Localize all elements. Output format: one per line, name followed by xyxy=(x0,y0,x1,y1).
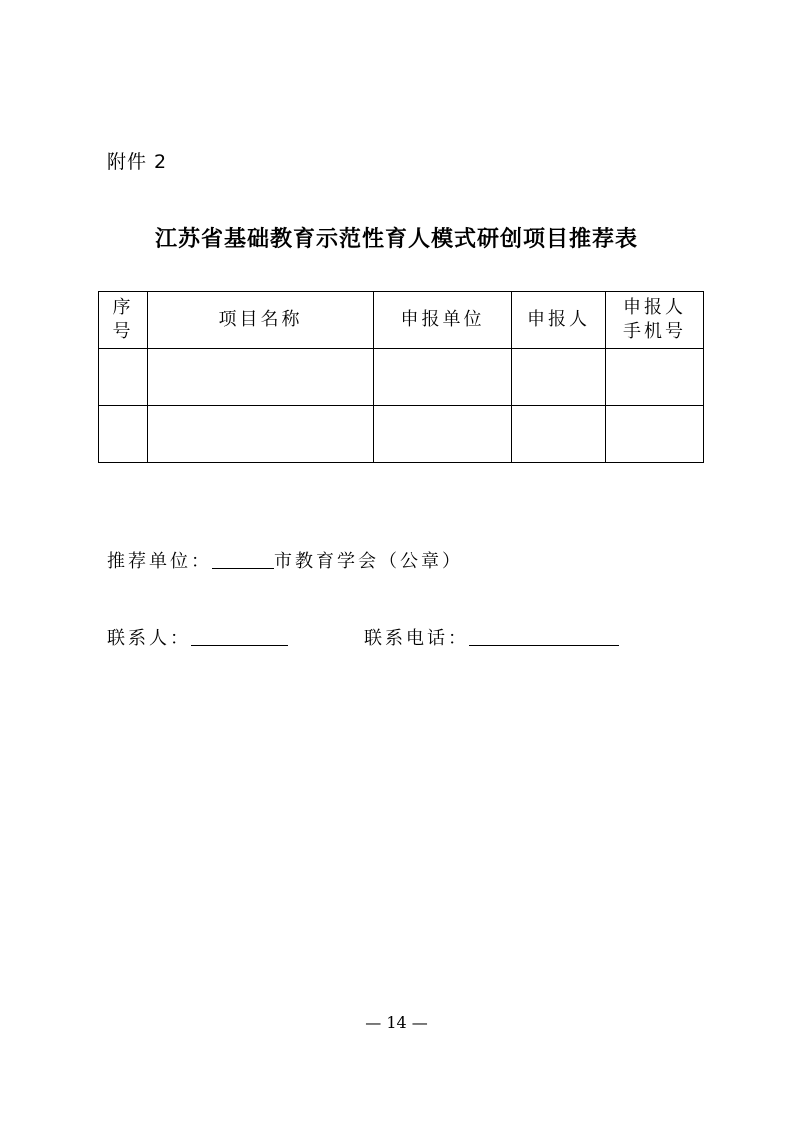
header-phone-line-2: 手机号 xyxy=(623,321,686,342)
cell-project-name[interactable] xyxy=(148,349,374,406)
header-phone-line-1: 申报人 xyxy=(623,297,686,318)
page-number: — 14 — xyxy=(365,1013,428,1032)
header-seq-line-1: 序 xyxy=(112,297,134,318)
contact-phone-label: 联系电话： xyxy=(364,628,469,649)
contact-phone-line xyxy=(364,624,619,650)
contact-phone-blank[interactable] xyxy=(469,625,619,646)
cell-unit[interactable] xyxy=(374,406,512,463)
table-row xyxy=(99,406,704,463)
recommend-suffix: 市教育学会（公章） xyxy=(274,551,463,572)
header-seq xyxy=(99,292,148,349)
recommend-label: 推荐单位： xyxy=(107,551,212,572)
cell-phone[interactable] xyxy=(606,349,704,406)
cell-phone[interactable] xyxy=(606,406,704,463)
cell-applicant[interactable] xyxy=(512,406,606,463)
recommend-line xyxy=(107,547,463,573)
header-project-name: 项目名称 xyxy=(148,292,374,349)
cell-seq[interactable] xyxy=(99,349,148,406)
header-applicant: 申报人 xyxy=(512,292,606,349)
contact-person-label: 联系人： xyxy=(107,628,191,649)
cell-unit[interactable] xyxy=(374,349,512,406)
cell-project-name[interactable] xyxy=(148,406,374,463)
recommend-unit-blank[interactable] xyxy=(212,548,274,569)
attachment-label: 附件 2 xyxy=(107,151,168,173)
cell-seq[interactable] xyxy=(99,406,148,463)
document-title: 江苏省基础教育示范性育人模式研创项目推荐表 xyxy=(154,226,638,252)
contact-person-line xyxy=(107,624,288,650)
cell-applicant[interactable] xyxy=(512,349,606,406)
header-phone xyxy=(606,292,704,349)
header-seq-line-2: 号 xyxy=(112,321,134,342)
recommendation-table xyxy=(98,291,704,463)
contact-person-blank[interactable] xyxy=(191,625,288,646)
header-unit: 申报单位 xyxy=(374,292,512,349)
table-header-row xyxy=(99,292,704,349)
table-row xyxy=(99,349,704,406)
